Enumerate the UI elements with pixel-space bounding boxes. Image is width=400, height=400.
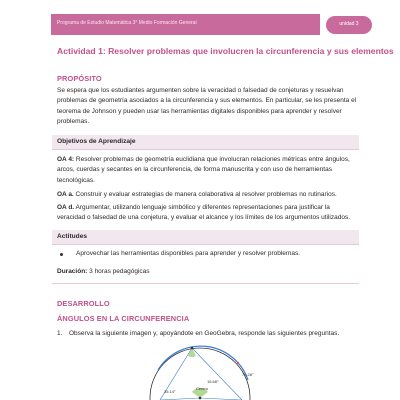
- oad-line: [57, 203, 359, 213]
- proposito-line: teorema de Johnson y pueden usar las herramientas digitales disponibles para aprender y resolver: [57, 107, 342, 115]
- oad-line: veracidad o falsedad de una conjetura, y evaluar el alcance y los límites de los argumentos utilizados.: [57, 214, 351, 222]
- center-label: Centro: [196, 386, 209, 391]
- activity-title: Actividad 1: Resolver problemas que involucren la circunferencia y sus elementos: [57, 46, 394, 56]
- proposito-line: problemas de geometría asociados a la circunferencia y sus elementos. En particular, se les presenta el: [57, 97, 357, 105]
- question-number: 1.: [57, 330, 63, 337]
- angle-label: 35.14°: [164, 389, 176, 394]
- unit-badge: [326, 16, 372, 34]
- angle-label: 15.68°: [207, 379, 219, 384]
- oaa-paragraph: [57, 190, 359, 200]
- arc-point: [237, 362, 239, 364]
- actitudes-heading: Actitudes: [57, 233, 88, 240]
- oaa-text: Construir y evaluar estrategias de manera colaborativa al resolver problemas no rutinarios.: [73, 191, 337, 198]
- center-point: [199, 397, 202, 400]
- desarrollo-heading: DESARROLLO: [57, 299, 110, 308]
- section-divider: [52, 283, 359, 284]
- duration-value: 3 horas pedagógicas: [87, 268, 150, 275]
- oa4-text: Resolver problemas de geometría euclidiana que involucran relaciones métricas entre ángulos,: [74, 156, 350, 163]
- vertex-point: [191, 347, 194, 350]
- program-banner: [51, 14, 320, 35]
- proposito-line: Se espera que los estudiantes argumenten sobre la veracidad o falsedad de conjeturas y resuelvan: [57, 87, 344, 94]
- oa4-line: [57, 155, 359, 165]
- oad-paragraph: [57, 203, 359, 224]
- question-text: Observa la siguiente imagen y, apoyándote en GeoGebra, responde las siguientes preguntas.: [69, 330, 340, 337]
- angulos-subheading: ÁNGULOS EN LA CIRCUNFERENCIA: [57, 314, 190, 323]
- oad-text: Argumentar, utilizando lenguaje simbólico y diferentes representaciones para justificar la: [74, 204, 330, 211]
- actitudes-header: [52, 230, 359, 245]
- program-text: Programa de Estudio Matemática 3° Medio Formación General: [57, 20, 197, 26]
- angle-label: 70.28°: [242, 372, 254, 377]
- proposito-heading: PROPÓSITO: [57, 74, 102, 83]
- unit-label: unidad 3: [339, 21, 359, 27]
- proposito-paragraph: [57, 86, 359, 127]
- actitud-item: Aprovechar las herramientas disponibles para aprender y resolver problemas.: [76, 250, 301, 257]
- page-header: [0, 0, 400, 38]
- proposito-line: problemas.: [57, 117, 90, 125]
- objetivos-heading: Objetivos de Aprendizaje: [57, 138, 136, 145]
- oa4-paragraph: [57, 155, 359, 186]
- duration-label: Duración:: [57, 268, 88, 275]
- geometry-figure: [130, 340, 270, 400]
- objetivos-header: [52, 135, 359, 150]
- bullet-icon: [60, 253, 63, 256]
- circle-diagram: [130, 340, 270, 400]
- oa4-code: OA 4:: [57, 156, 75, 163]
- duration-line: [57, 268, 150, 275]
- highlight-arc: [158, 346, 248, 380]
- oa4-line: tecnológicas.: [57, 176, 95, 184]
- oa4-line: arcos, cuerdas y secantes en la circunferencia, de forma manuscrita y con uso de herramientas: [57, 166, 332, 174]
- oaa-code: OA a.: [57, 191, 74, 198]
- oad-code: OA d.: [57, 204, 75, 211]
